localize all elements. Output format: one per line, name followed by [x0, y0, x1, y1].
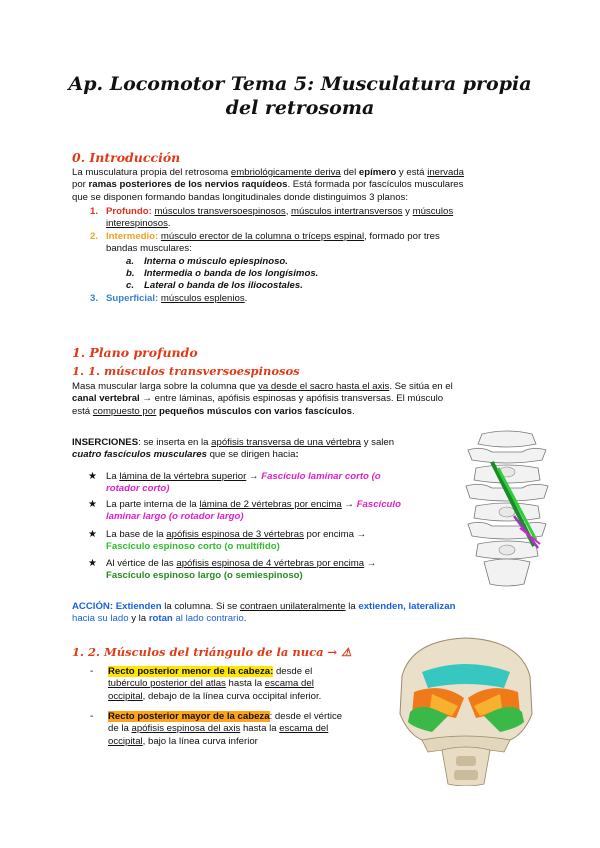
s1-paragraph: Masa muscular larga sobre la columna que va desde el sacro hasta el axis. Se sitúa en el canal vertebral → entre láminas, apófisis espinosas y apófisis transversas. El músculo está compuesto por pequeños músculos con varios fascículos.: [72, 381, 453, 417]
heading-transversoespinosos: 1. 1. músculos transversoespinosos: [72, 364, 300, 378]
intro-paragraph: La musculatura propia del retrosoma embriológicamente deriva del epímero y está inervada por ramas posteriores de los nervios raquídeos. Está formada por fascículos musculares que se disponen formando bandas longitudinales donde distinguimos 3 planos:: [72, 167, 464, 203]
list-item: 1. Profundo: músculos transversoespinosos, músculos intertransversos y músculos: [90, 206, 454, 217]
inserciones-paragraph: INSERCIONES: se inserta en la apófisis transversa de una vértebra y salen cuatro fascículos musculares que se dirigen hacia:: [72, 437, 395, 461]
list-item: La lámina de la vértebra superior → Fascículo laminar corto (o rotador corto): [106, 471, 381, 495]
list-item: Al vértice de las apófisis espinosa de 4 vértebras por encima → Fascículo espinoso largo (o semiespinoso): [106, 558, 377, 582]
star-icon: ★: [88, 529, 97, 540]
heading-triangulo-nuca: 1. 2. Músculos del triángulo de la nuca → ⚠: [72, 645, 352, 659]
list-item: 3. Superficial: músculos esplenios.: [90, 292, 248, 304]
heading-introduccion: 0. Introducción: [72, 150, 181, 165]
spine-illustration: [462, 428, 552, 588]
list-item: Recto posterior mayor de la cabeza: desde el vértice de la apófisis espinosa del axis hasta la escama del occipital, bajo la línea curva inferior: [108, 711, 343, 747]
title-line-2: del retrosoma: [225, 97, 375, 119]
list-item: La parte interna de la lámina de 2 vértebras por encima → Fascículo laminar largo (o rotador largo): [106, 499, 401, 523]
title-line-1: Ap. Locomotor Tema 5: Musculatura propia: [68, 73, 532, 95]
skull-illustration: [392, 636, 540, 786]
planes-list: 1. Profundo: músculos transversoespinosos, músculos intertransversos y músculos interespinosos. 2. Intermedio: músculo erector de la columna o tríceps espinal, formado por tres bandas musculares: a. Interna o músculo epiespinoso. b. Intermedia o banda de los longísimos. c. Lateral o banda de los iliocostales. 3. Superficial: músculos esplenios.: [90, 206, 530, 305]
star-icon: ★: [88, 558, 97, 569]
dash-bullet: -: [90, 711, 94, 722]
accion-paragraph: ACCIÓN: Extienden la columna. Si se contraen unilateralmente la extienden, lateralizan hacia su lado y la rotan al lado contrario.: [72, 601, 456, 625]
list-item: Recto posterior menor de la cabeza: desde el tubérculo posterior del atlas hasta la escama del occipital, debajo de la línea curva occipital inferior.: [108, 666, 322, 702]
list-item: La base de la apófisis espinosa de 3 vértebras por encima → Fascículo espinoso corto (o multífido): [106, 529, 367, 553]
dash-bullet: -: [90, 666, 94, 677]
star-icon: ★: [88, 471, 97, 482]
document-title: [60, 72, 540, 120]
star-icon: ★: [88, 499, 97, 510]
list-item: 2. Intermedio: músculo erector de la columna o tríceps espinal, formado por tres: [90, 230, 440, 242]
heading-plano-profundo: 1. Plano profundo: [72, 345, 198, 360]
